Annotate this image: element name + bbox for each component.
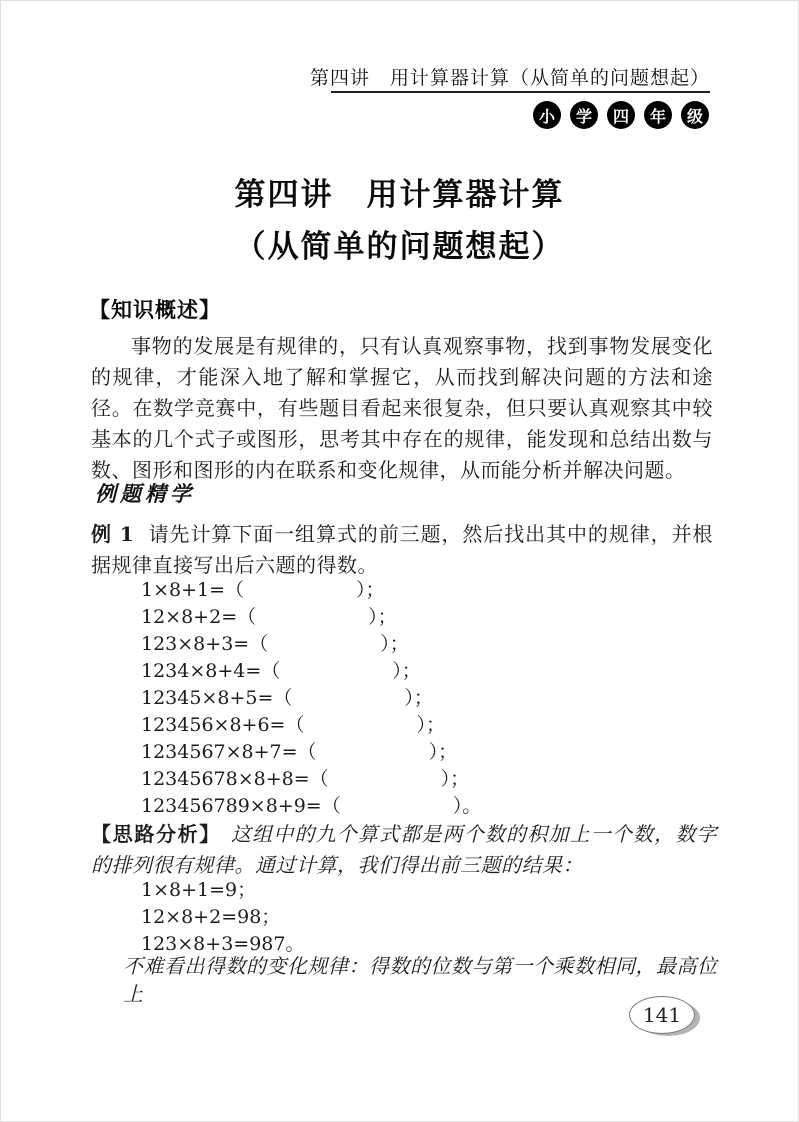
equation-row bbox=[141, 793, 481, 820]
chapter-title-line2: （从简单的问题想起） bbox=[234, 229, 565, 265]
equation-left: 1×8+1=（ bbox=[141, 579, 245, 601]
knowledge-overview-body: 事物的发展是有规律的，只有认真观察事物，找到事物发展变化的规律，才能深入地了解和掌握它，从而找到解决问题的方法和途径。在数学竞赛中，有些题目看起来很复杂，但只要认真观察其中较基本的几个式子或图形，思考其中存在的规律，能发现和总结出数与数、图形和图形的内在联系和变化规律，从而能分析并解决问题。 bbox=[91, 334, 713, 482]
example1-paragraph bbox=[91, 519, 713, 581]
equation-right: ）； bbox=[356, 579, 385, 601]
answer-blank bbox=[268, 649, 380, 650]
chapter-title-line1: 第四讲 用计算器计算 bbox=[234, 177, 565, 213]
equation-row bbox=[141, 685, 481, 712]
equation-left: 123×8+3=（ bbox=[141, 633, 269, 655]
page-number: 141 bbox=[629, 996, 695, 1034]
answer-blank bbox=[244, 595, 356, 596]
grade-badge-char: 小 bbox=[533, 101, 561, 129]
equation-left: 123456789×8+9=（ bbox=[141, 795, 341, 817]
equation-left: 1234×8+4=（ bbox=[141, 660, 281, 682]
analysis-paragraph bbox=[91, 819, 717, 881]
grade-badge-char: 年 bbox=[644, 101, 672, 129]
result-row: 123×8+3=987。 bbox=[141, 933, 305, 955]
grade-badge-char: 级 bbox=[681, 101, 709, 129]
chapter-title bbox=[1, 169, 798, 273]
equation-right: ）； bbox=[368, 606, 397, 628]
equation-left: 12×8+2=（ bbox=[141, 606, 257, 628]
example-section-heading: 例题精学 bbox=[95, 481, 195, 506]
equation-right: ）； bbox=[404, 687, 433, 709]
equation-left: 12345678×8+8=（ bbox=[141, 768, 329, 790]
equation-row bbox=[141, 631, 481, 658]
equation-right: ）。 bbox=[452, 795, 482, 817]
grade-badge-char: 学 bbox=[570, 101, 598, 129]
analysis-conclusion: 不难看出得数的变化规律：得数的位数与第一个乘数相同，最高位上 bbox=[123, 954, 718, 1006]
answer-blank bbox=[317, 757, 429, 758]
result-list bbox=[141, 877, 304, 958]
answer-blank bbox=[292, 703, 404, 704]
equation-right: ）； bbox=[380, 633, 409, 655]
analysis-body: 这组中的九个算式都是两个数的积加上一个数，数字的排列很有规律。通过计算，我们得出前三题的结果： bbox=[91, 822, 718, 877]
analysis-heading: 【思路分析】 bbox=[91, 822, 221, 846]
header-rule bbox=[331, 91, 710, 93]
knowledge-overview-heading: 【知识概述】 bbox=[89, 298, 221, 322]
page-number-badge bbox=[629, 996, 695, 1034]
result-row: 12×8+2=98； bbox=[141, 906, 281, 928]
equation-row bbox=[141, 604, 481, 631]
answer-blank bbox=[304, 730, 416, 731]
equation-list bbox=[141, 577, 481, 820]
equation-row bbox=[141, 739, 481, 766]
answer-blank bbox=[280, 676, 392, 677]
equation-right: ）； bbox=[440, 768, 470, 790]
example1-label: 例 1 bbox=[91, 522, 135, 546]
equation-left: 123456×8+6=（ bbox=[141, 714, 305, 736]
equation-left: 1234567×8+7=（ bbox=[141, 741, 317, 763]
equation-right: ）； bbox=[416, 714, 445, 736]
equation-left: 12345×8+5=（ bbox=[141, 687, 293, 709]
equation-right: ）； bbox=[392, 660, 421, 682]
grade-badge-char: 四 bbox=[607, 101, 635, 129]
example1-prompt: 请先计算下面一组算式的前三题，然后找出其中的规律，并根据规律直接写出后六题的得数。 bbox=[91, 522, 713, 577]
grade-badge-group bbox=[533, 101, 709, 129]
running-head-title: 第四讲 用计算器计算（从简单的问题想起） bbox=[309, 67, 710, 89]
answer-blank bbox=[256, 622, 368, 623]
equation-row bbox=[141, 658, 481, 685]
answer-blank bbox=[329, 784, 441, 785]
equation-row bbox=[141, 577, 481, 604]
answer-blank bbox=[341, 811, 453, 812]
equation-row bbox=[141, 712, 481, 739]
equation-right: ）； bbox=[428, 741, 458, 763]
equation-row bbox=[141, 766, 481, 793]
result-row: 1×8+1=9； bbox=[141, 879, 257, 901]
